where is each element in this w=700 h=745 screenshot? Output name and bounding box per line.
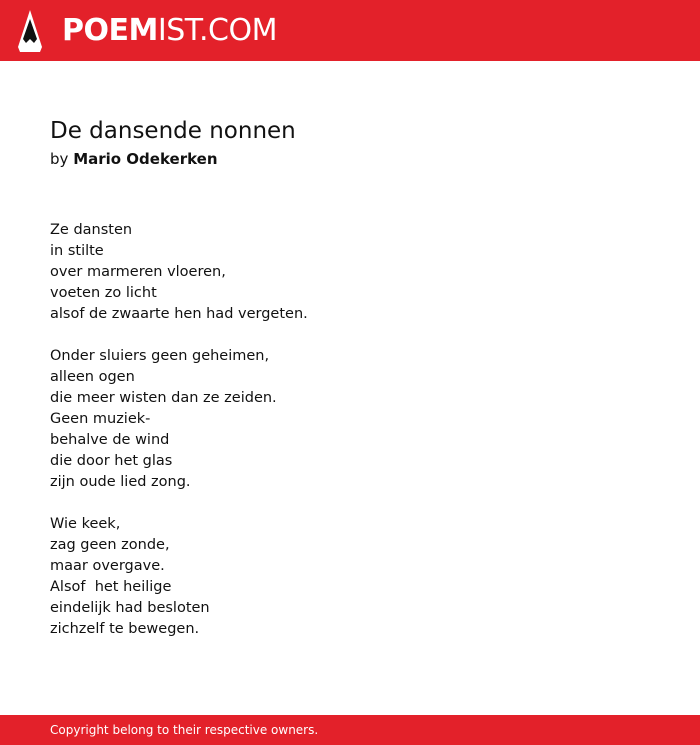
poem-line: Alsof het heilige — [50, 579, 172, 595]
poem-byline — [50, 149, 650, 170]
poem-title: De dansende nonnen — [50, 118, 296, 144]
poem-body — [50, 220, 650, 640]
poem-line: alleen ogen — [50, 369, 135, 385]
poem-container — [50, 113, 650, 661]
by-label: by — [50, 150, 69, 168]
poem-line: Wie keek, — [50, 516, 121, 532]
site-header — [0, 0, 700, 61]
poem-line: zijn oude lied zong. — [50, 474, 191, 490]
poem-stanza — [50, 514, 650, 640]
poem-line: voeten zo licht — [50, 285, 157, 301]
poem-line: behalve de wind — [50, 432, 170, 448]
poem-line: in stilte — [50, 243, 104, 259]
poem-line: zag geen zonde, — [50, 537, 170, 553]
poem-line: Ze dansten — [50, 222, 133, 238]
poem-line: die meer wisten dan ze zeiden. — [50, 390, 277, 406]
poem-stanza — [50, 346, 650, 493]
site-wordmark — [62, 8, 277, 54]
poem-line: Onder sluiers geen geheimen, — [50, 348, 270, 364]
wordmark-strong: POEM — [62, 13, 158, 48]
site-logo-link[interactable] — [16, 8, 277, 54]
wordmark-light: IST.COM — [157, 13, 277, 48]
poem-line: Geen muziek- — [50, 411, 151, 427]
copyright-text: Copyright belong to their respective owners. — [50, 723, 319, 737]
poem-line: eindelijk had besloten — [50, 600, 210, 616]
author-name[interactable]: Mario Odekerken — [73, 150, 218, 168]
poem-line: over marmeren vloeren, — [50, 264, 226, 280]
poem-line: maar overgave. — [50, 558, 165, 574]
poem-line: die door het glas — [50, 453, 173, 469]
pencil-tip-icon — [16, 9, 44, 53]
poem-line: zichzelf te bewegen. — [50, 621, 200, 637]
site-footer — [0, 715, 700, 745]
poem-stanza — [50, 220, 650, 325]
poem-line: alsof de zwaarte hen had vergeten. — [50, 306, 308, 322]
